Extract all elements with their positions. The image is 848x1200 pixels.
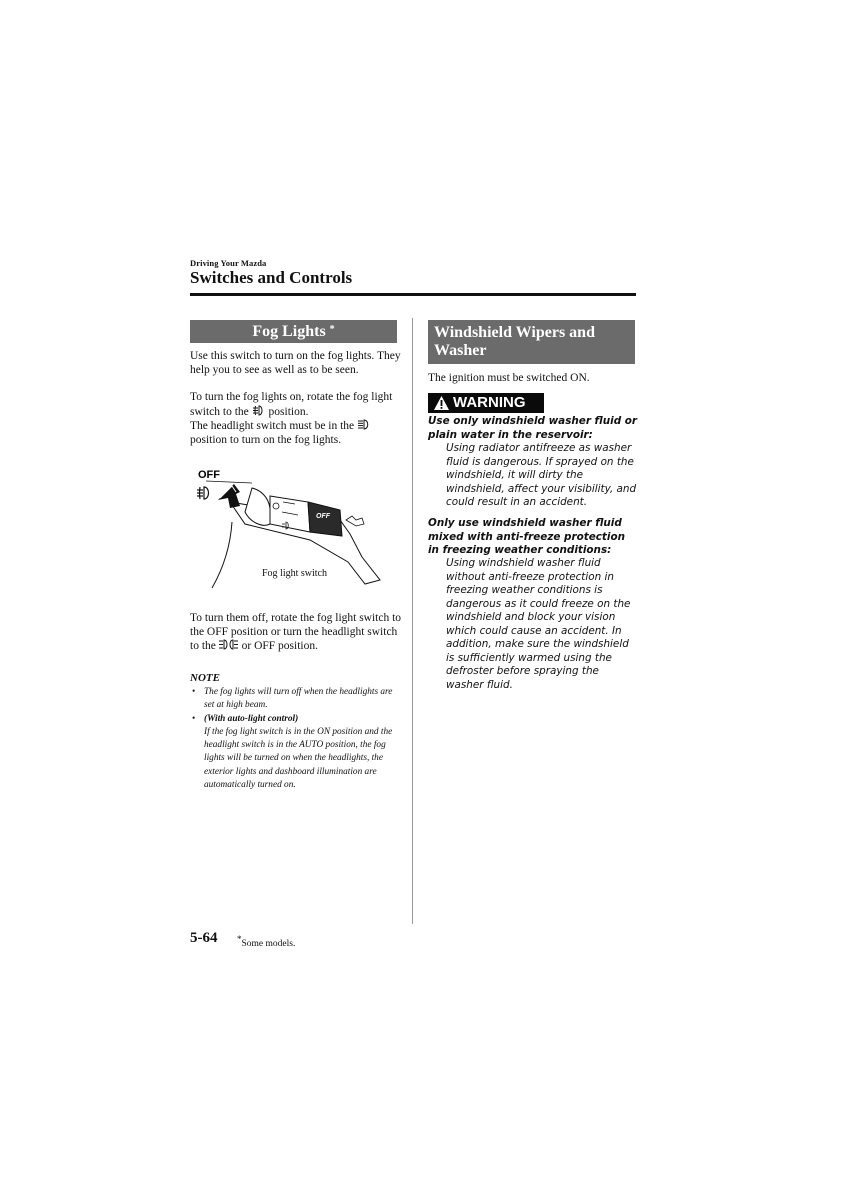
- fog-on-text-b: position.: [268, 405, 309, 418]
- ignition-note: The ignition must be switched ON.: [428, 372, 590, 384]
- footnote-mark: *: [237, 934, 242, 944]
- header-rule: [190, 293, 636, 296]
- bullet: •: [192, 713, 196, 724]
- wipers-heading-line1: Windshield Wipers and: [434, 324, 595, 341]
- some-models-mark: *: [329, 324, 335, 335]
- fog-off-paragraph: [190, 612, 405, 654]
- warning2-body: Using windshield washer fluid without anti-freeze protection in freezing weather conditions is dangerous as it could freeze on the windshield and block your vision which could cause an accident. In addition, make sure the windshield is sufficiently warmed using the defroster before spraying the washer fluid.: [446, 557, 631, 691]
- wipers-heading: [428, 320, 635, 364]
- section-label: Driving Your Mazda: [190, 258, 267, 268]
- page-number: 5-64: [190, 930, 218, 946]
- fog-lights-heading-text: Fog Lights: [252, 323, 326, 340]
- note-subheading: (With auto-light control): [204, 713, 299, 724]
- switch-off-label: OFF: [316, 513, 330, 520]
- off-label: OFF: [198, 469, 220, 481]
- fog-on-paragraph: [190, 391, 405, 447]
- note-item: [190, 686, 405, 713]
- fog-off-text-a: To turn them off, rotate the fog light switch to the OFF position or turn the headlight switch to the: [190, 612, 402, 652]
- warning1-body: Using radiator antifreeze as washer fluid is dangerous. If sprayed on the windshield, it will dirty the windshield, affect your visibility, and could result in an accident.: [446, 442, 637, 508]
- fog-intro-paragraph: Use this switch to turn on the fog lights. They help you to see as well as to be seen.: [190, 350, 401, 376]
- warning-badge: [428, 393, 544, 413]
- note-text: The fog lights will turn off when the headlights are set at high beam.: [204, 687, 393, 711]
- note-item: [190, 713, 405, 793]
- note-text: If the fog light switch is in the ON position and the headlight switch is in the AUTO position, the fog lights will be turned on when the headlights, the exterior lights and dashboard illumination are automatically turned on.: [204, 726, 393, 791]
- headlight-icon: [357, 419, 371, 430]
- fog-on-text-c: The headlight switch must be in the: [190, 420, 355, 432]
- figure-fog-icon: [197, 487, 209, 499]
- figure-caption: Fog light switch: [262, 568, 328, 579]
- footnote-text: Some models.: [241, 939, 296, 950]
- wipers-heading-line2: Washer: [434, 342, 487, 359]
- warning-triangle-icon: [433, 395, 450, 411]
- warning2-heading: Only use windshield washer fluid mixed with anti-freeze protection in freezing weather conditions:: [428, 517, 625, 556]
- fog-on-text-a: To turn the fog lights on, rotate the fog light switch to the: [190, 391, 393, 418]
- fog-lights-heading: [190, 320, 397, 343]
- bullet: •: [192, 687, 196, 697]
- fog-on-text-d: position to turn on the fog lights.: [190, 433, 342, 446]
- fog-off-text-b: or OFF position.: [241, 640, 318, 652]
- parking-light-icon: [219, 639, 239, 650]
- note-heading: NOTE: [190, 672, 220, 684]
- footnote: [237, 934, 295, 949]
- fog-light-icon: [252, 405, 266, 416]
- page-title: Switches and Controls: [190, 268, 353, 287]
- warning-label: WARNING: [453, 394, 526, 411]
- column-divider: [412, 318, 413, 924]
- note-list: [190, 686, 405, 792]
- warning1-heading: Use only windshield washer fluid or plain water in the reservoir:: [428, 415, 638, 441]
